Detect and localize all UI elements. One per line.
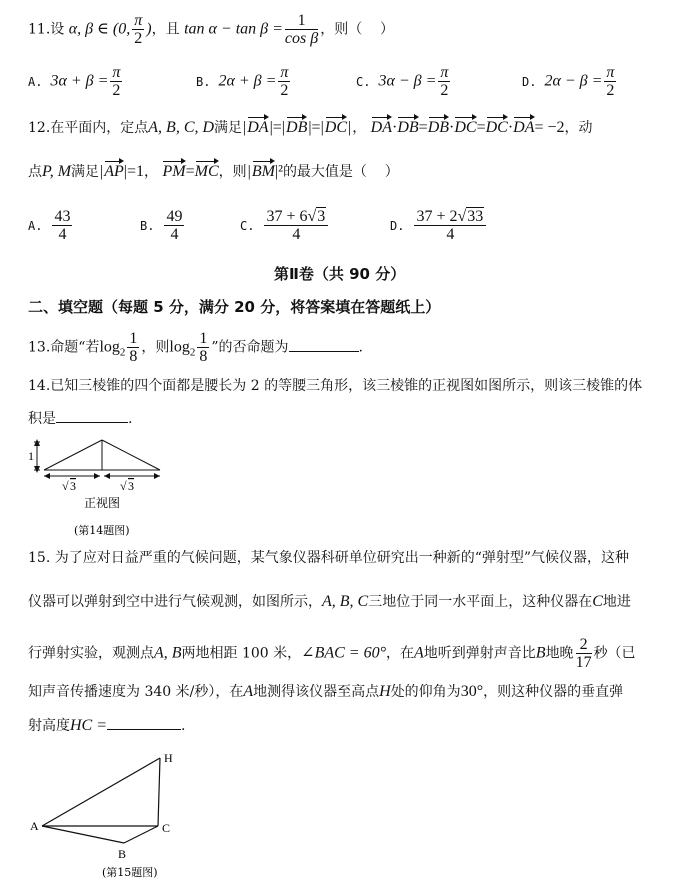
q12-option-a: A. $\frac{43}{4}$ [28, 208, 71, 243]
q11-option-b: B. 2α + β = $\frac{\pi}{2}$ [196, 64, 289, 99]
section-fill-in-heading: 二、填空题（每题 5 分，满分 20 分，将答案填在答题纸上） [28, 298, 441, 316]
q15-answer-blank[interactable] [107, 729, 181, 730]
q15-line2: 仪器可以弹射到空中进行气候观测，如图所示，A, B, C三地位于同一水平面上，这种仪器在C地进 [28, 593, 631, 610]
q14-height-label: 1 [28, 449, 34, 463]
q14-left-edge [44, 440, 102, 470]
q14-answer-blank[interactable] [56, 422, 128, 423]
q15-line-ah [42, 758, 160, 826]
q11-option-d: D. 2α − β = $\frac{\pi}{2}$ [522, 64, 615, 99]
q13-stem: 13.命题“若$\log_2$ $\frac{1}{8}$ ，则$\log_2$ $\frac{1}{8}$ ”的否命题为 . [28, 330, 363, 365]
q12-option-c: C. $\frac{37 + 6√3}{4}$ [240, 208, 330, 243]
q11-option-a: A. 3α + β = $\frac{\pi}{2}$ [28, 64, 121, 99]
q15-line1: 15. 为了应对日益严重的气候问题，某气象仪器科研单位研究出一种新的“弹射型”气候仪器，这种 [28, 550, 630, 566]
q15-point-b: B [118, 847, 127, 861]
q15-line5: 射高度HC = . [28, 717, 186, 734]
q11-option-c: C. 3α − β = $\frac{\pi}{2}$ [356, 64, 449, 99]
q12-option-b: B. $\frac{49}{4}$ [140, 208, 183, 243]
q15-point-h: H [164, 751, 173, 765]
q15-line-bc [124, 826, 158, 843]
q14-caption: (第14题图) [74, 524, 130, 537]
q12-stem-line2: 点P, M满足|AP|=1， PM=MC，则|BM|²的最大值是（ ） [28, 163, 399, 180]
q15-caption: (第15题图) [102, 866, 158, 879]
part-2-heading: 第Ⅱ卷（共 90 分） [274, 265, 406, 283]
q14-right-edge [102, 440, 160, 470]
q15-line-hc [158, 758, 160, 826]
q15-point-c: C [162, 821, 171, 835]
q11-stem: 11.设 α, β ∈ (0, $\frac{\pi}{2}$ )，且 tan α − tan β = $\frac{1}{\text{cos β}}$ ，则（ ） [28, 12, 395, 47]
svg-text:√: √ [62, 479, 69, 493]
q14-width-label-left: 3 [70, 479, 76, 493]
q15-line4: 知声音传播速度为 340 米/秒），在A地测得该仪器至高点H处的仰角为30°，则这种仪器的垂直弹 [28, 683, 624, 700]
q14-front-view-figure [24, 430, 164, 540]
svg-text:√: √ [120, 479, 127, 493]
q12-stem-line1: 12.在平面内，定点A, B, C, D满足|DA|=|DB|=|DC|， DA·DB=DB·DC=DC·DA= −2，动 [28, 119, 593, 136]
q13-answer-blank[interactable] [289, 351, 359, 352]
q14-stem-line1: 14.已知三棱锥的四个面都是腰长为 2 的等腰三角形，该三棱锥的正视图如图所示，则该三棱锥的体 [28, 378, 643, 394]
q15-point-a: A [30, 819, 39, 833]
q12-option-d: D. $\frac{37 + 2√33}{4}$ [390, 208, 488, 243]
q14-stem-line2: 积是 . [28, 411, 133, 427]
q14-view-label: 正视图 [84, 496, 121, 510]
q15-line-ab [42, 826, 124, 843]
q14-width-label-right: 3 [128, 479, 134, 493]
q15-figure [28, 748, 188, 888]
q15-line3: 行弹射实验，观测点A, B两地相距 100 米，∠BAC = 60°，在A地听到弹射声音比B地晚 $\frac{2}{17}$ 秒（已 [28, 636, 636, 671]
